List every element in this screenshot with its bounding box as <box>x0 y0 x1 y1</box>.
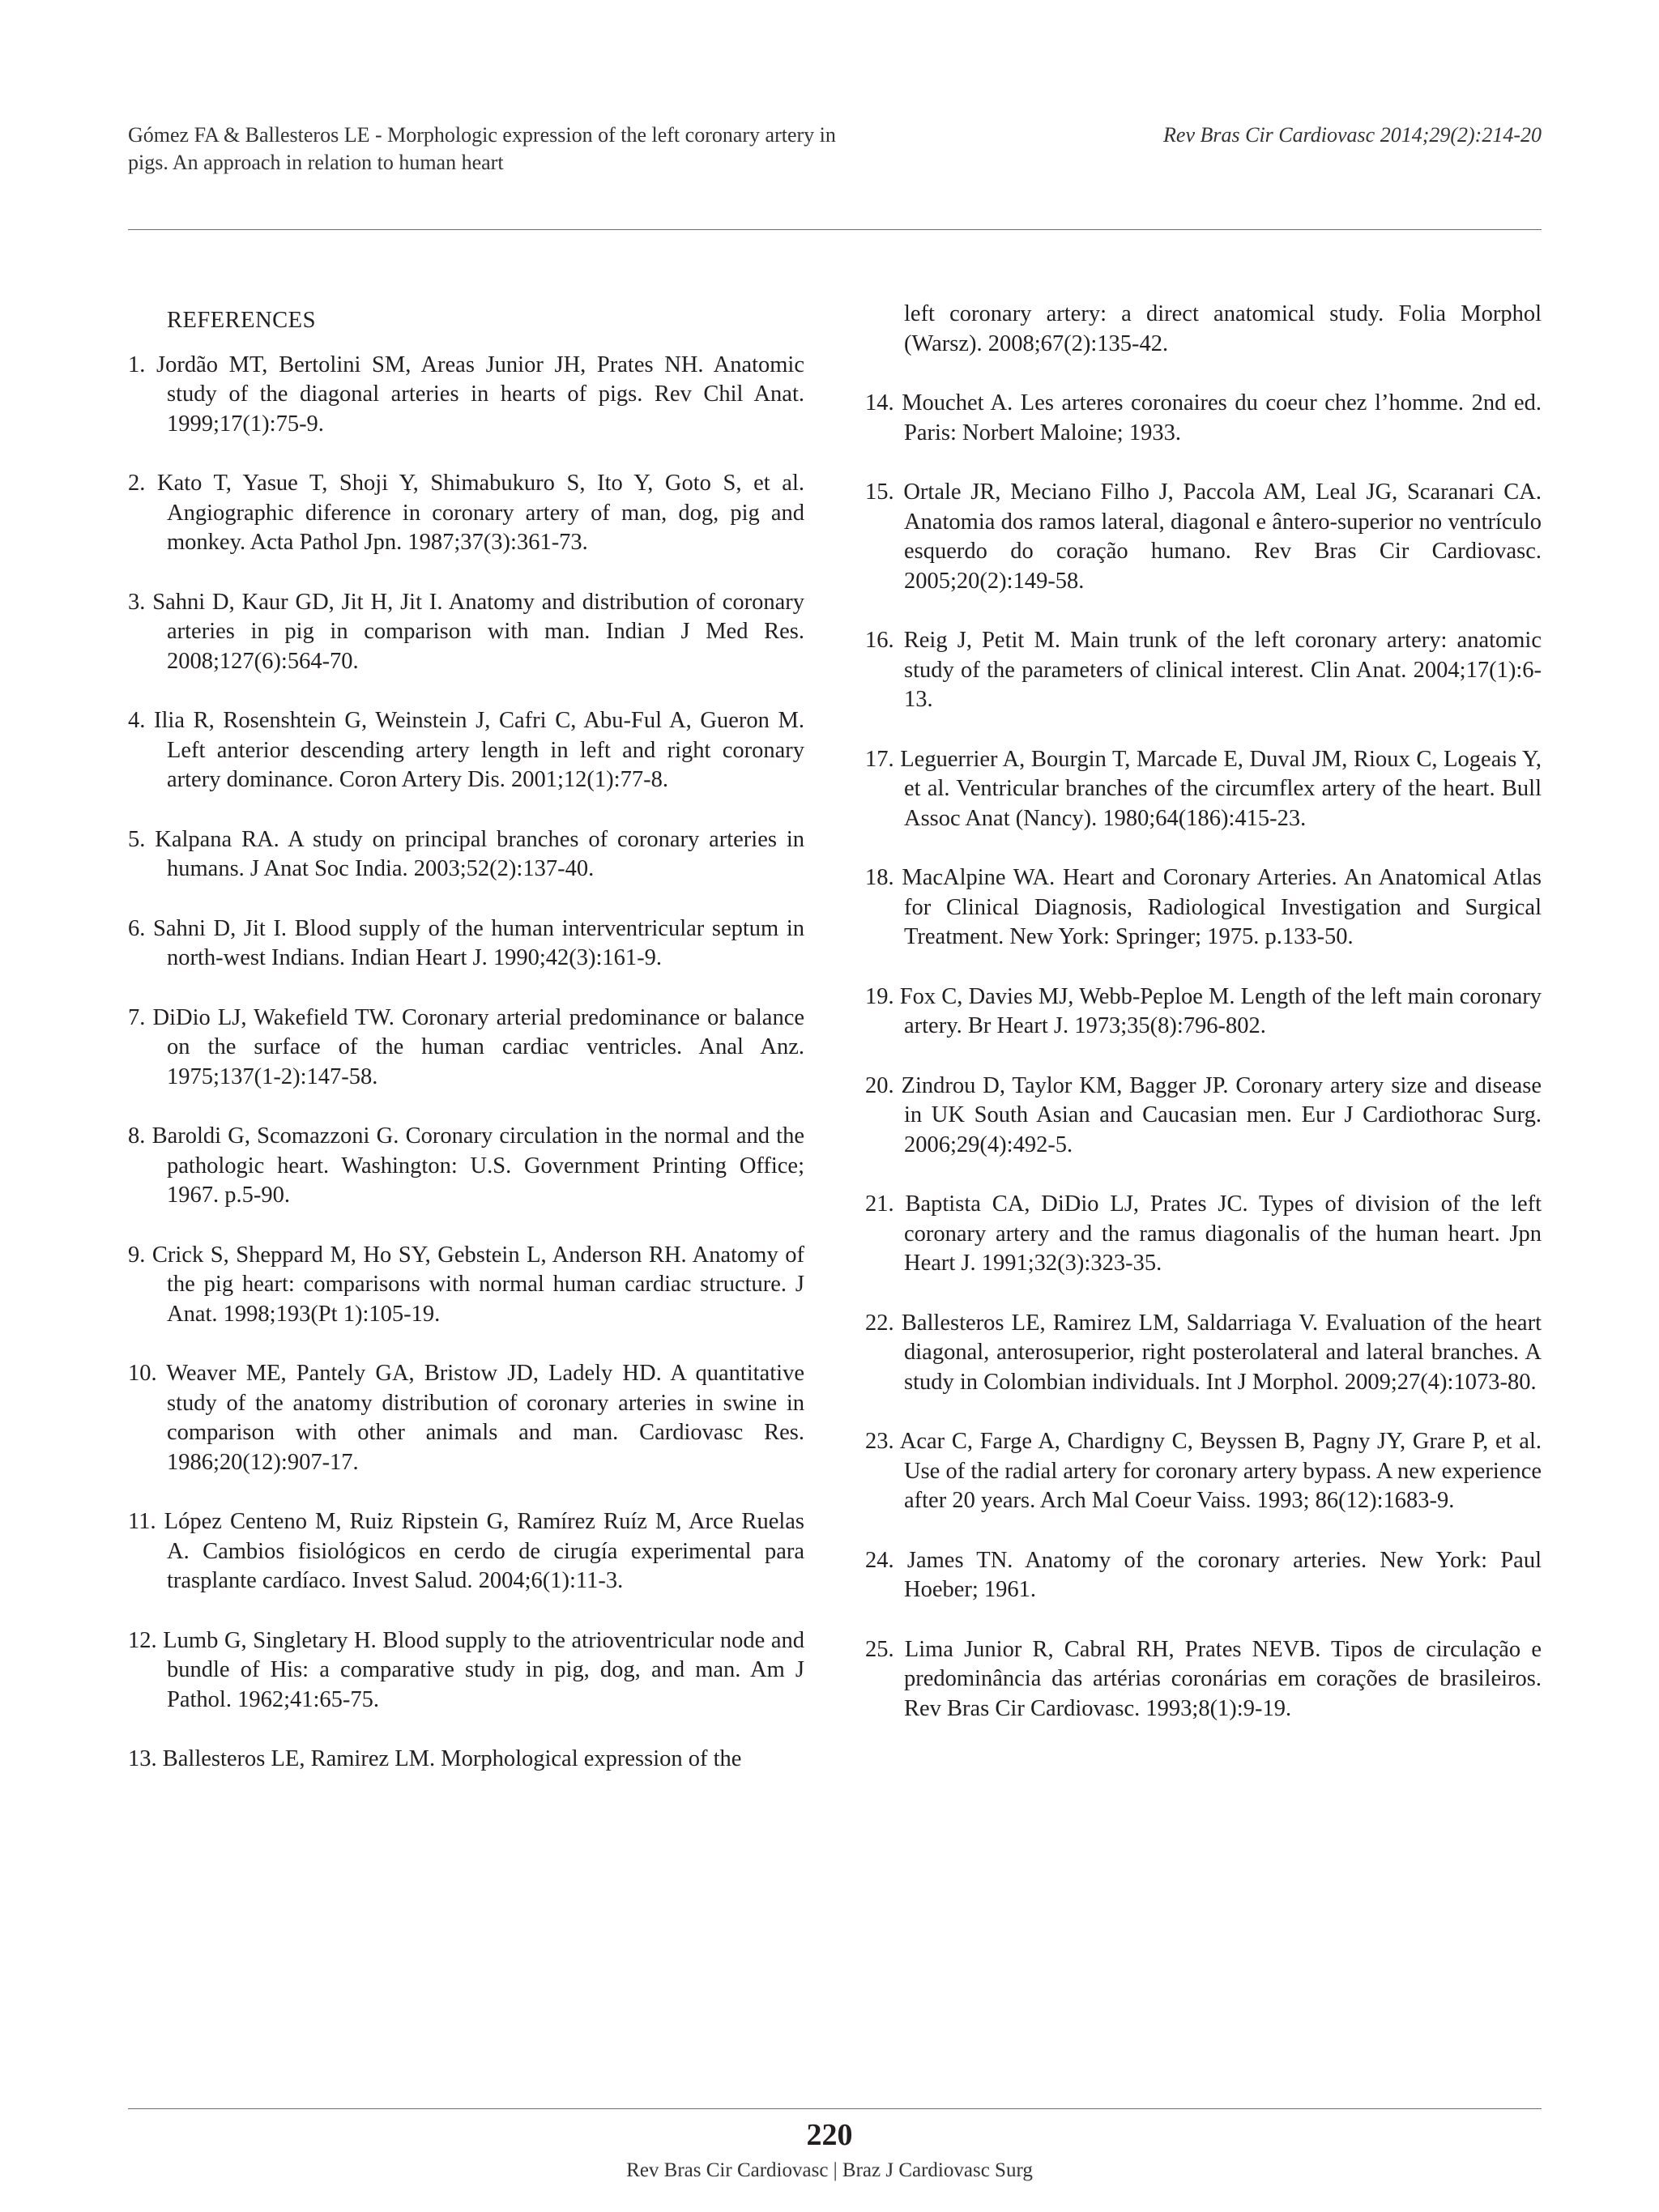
reference-item: 11. López Centeno M, Ruiz Ripstein G, Ramírez Ruíz M, Arce Ruelas A. Cambios fisiológicos en cerdo de cirugía experimental para trasplante cardíaco. Invest Salud. 2004;6(1):11-3. <box>128 1509 804 1593</box>
reference-item: 13. Ballesteros LE, Ramirez LM. Morphological expression of the <box>128 1746 742 1771</box>
reference-item: 20. Zindrou D, Taylor KM, Bagger JP. Coronary artery size and disease in UK South Asian and Caucasian men. Eur J Cardiothorac Surg. 2006;29(4):492-5. <box>865 1072 1542 1157</box>
reference-item: 6. Sahni D, Jit I. Blood supply of the human interventricular septum in north-west Indians. Indian Heart J. 1990;42(3):161-9. <box>128 915 804 970</box>
reference-item: 16. Reig J, Petit M. Main trunk of the left coronary artery: anatomic study of the parameters of clinical interest. Clin Anat. 2004;17(1):6-13. <box>865 628 1542 712</box>
header-divider <box>128 229 1542 230</box>
reference-item: 19. Fox C, Davies MJ, Webb-Peploe M. Length of the left main coronary artery. Br Heart J. 1973;35(8):796-802. <box>865 983 1542 1038</box>
reference-item: 7. DiDio LJ, Wakefield TW. Coronary arterial predominance or balance on the surface of the human cardiac ventricles. Anal Anz. 1975;137(1-2):147-58. <box>128 1004 804 1089</box>
references-heading: REFERENCES <box>167 308 316 333</box>
reference-item: 5. Kalpana RA. A study on principal branches of coronary arteries in humans. J Anat Soc India. 2003;52(2):137-40. <box>128 826 804 881</box>
reference-continuation: left coronary artery: a direct anatomical study. Folia Morphol (Warsz). 2008;67(2):135-42. <box>904 301 1542 356</box>
reference-item: 18. MacAlpine WA. Heart and Coronary Arteries. An Anatomical Atlas for Clinical Diagnosis, Radiological Investigation and Surgical Treatment. New York: Springer; 1975. p.133-50. <box>865 865 1542 949</box>
reference-item: 3. Sahni D, Kaur GD, Jit H, Jit I. Anatomy and distribution of coronary arteries in pig in comparison with man. Indian J Med Res. 2008;127(6):564-70. <box>128 589 804 674</box>
footer-journal-name: Rev Bras Cir Cardiovasc | Braz J Cardiovasc Surg <box>626 2159 1033 2181</box>
header-journal-citation: Rev Bras Cir Cardiovasc 2014;29(2):214-20 <box>1163 123 1542 147</box>
reference-item: 4. Ilia R, Rosenshtein G, Weinstein J, Cafri C, Abu-Ful A, Gueron M. Left anterior descending artery length in left and right coronary artery dominance. Coron Artery Dis. 2001;12(1):77-8. <box>128 708 804 792</box>
reference-item: 21. Baptista CA, DiDio LJ, Prates JC. Types of division of the left coronary artery and the ramus diagonalis of the human heart. Jpn Heart J. 1991;32(3):323-35. <box>865 1191 1542 1276</box>
reference-item: 23. Acar C, Farge A, Chardigny C, Beyssen B, Pagny JY, Grare P, et al. Use of the radial artery for coronary artery bypass. A new experience after 20 years. Arch Mal Coeur Vaiss. 1993; 86(12):1683-9. <box>865 1429 1542 1513</box>
page-number: 220 <box>806 2118 853 2152</box>
left-column <box>128 300 804 1805</box>
reference-item: 2. Kato T, Yasue T, Shoji Y, Shimabukuro S, Ito Y, Goto S, et al. Angiographic diference in coronary artery of man, dog, pig and monkey. Acta Pathol Jpn. 1987;37(3):361-73. <box>128 471 804 555</box>
reference-item: 17. Leguerrier A, Bourgin T, Marcade E, Duval JM, Rioux C, Logeais Y, et al. Ventricular branches of the circumflex artery of the heart. Bull Assoc Anat (Nancy). 1980;64(186):415-23. <box>865 746 1542 831</box>
footer-divider <box>128 2108 1542 2109</box>
running-header <box>128 121 1542 178</box>
reference-item: 24. James TN. Anatomy of the coronary arteries. New York: Paul Hoeber; 1961. <box>865 1547 1542 1602</box>
reference-item: 8. Baroldi G, Scomazzoni G. Coronary circulation in the normal and the pathologic heart. Washington: U.S. Government Printing Office; 1967. p.5-90. <box>128 1123 804 1208</box>
reference-item: 12. Lumb G, Singletary H. Blood supply to the atrioventricular node and bundle of His: a comparative study in pig, dog, and man. Am J Pathol. 1962;41:65-75. <box>128 1627 804 1712</box>
reference-item: 9. Crick S, Sheppard M, Ho SY, Gebstein L, Anderson RH. Anatomy of the pig heart: comparisons with normal human cardiac structure. J Anat. 1998;193(Pt 1):105-19. <box>128 1242 804 1327</box>
reference-item: 10. Weaver ME, Pantely GA, Bristow JD, Ladely HD. A quantitative study of the anatomy distribution of coronary arteries in swine in comparison with other animals and man. Cardiovasc Res. 1986;20(12):907-17. <box>128 1361 804 1475</box>
header-article-citation: Gómez FA & Ballesteros LE - Morphologic expression of the left coronary artery in pigs. An approach in relation to human heart <box>128 123 836 174</box>
reference-item: 15. Ortale JR, Meciano Filho J, Paccola AM, Leal JG, Scaranari CA. Anatomia dos ramos lateral, diagonal e ântero-superior no ventrículo esquerdo do coração humano. Rev Bras Cir Cardiovasc. 2005;20(2):149-58. <box>865 479 1542 594</box>
reference-item: 25. Lima Junior R, Cabral RH, Prates NEVB. Tipos de circulação e predominância das artérias coronárias em corações de brasileiros. Rev Bras Cir Cardiovasc. 1993;8(1):9-19. <box>865 1636 1542 1721</box>
reference-item: 22. Ballesteros LE, Ramirez LM, Saldarriaga V. Evaluation of the heart diagonal, anterosuperior, right posterolateral and lateral branches. A study in Colombian individuals. Int J Morphol. 2009;27(4):1073-80. <box>865 1310 1542 1395</box>
reference-item: 1. Jordão MT, Bertolini SM, Areas Junior JH, Prates NH. Anatomic study of the diagonal arteries in hearts of pigs. Rev Chil Anat. 1999;17(1):75-9. <box>128 352 804 437</box>
right-column <box>865 300 1542 1754</box>
reference-item: 14. Mouchet A. Les arteres coronaires du coeur chez l’homme. 2nd ed. Paris: Norbert Maloine; 1933. <box>865 390 1542 445</box>
